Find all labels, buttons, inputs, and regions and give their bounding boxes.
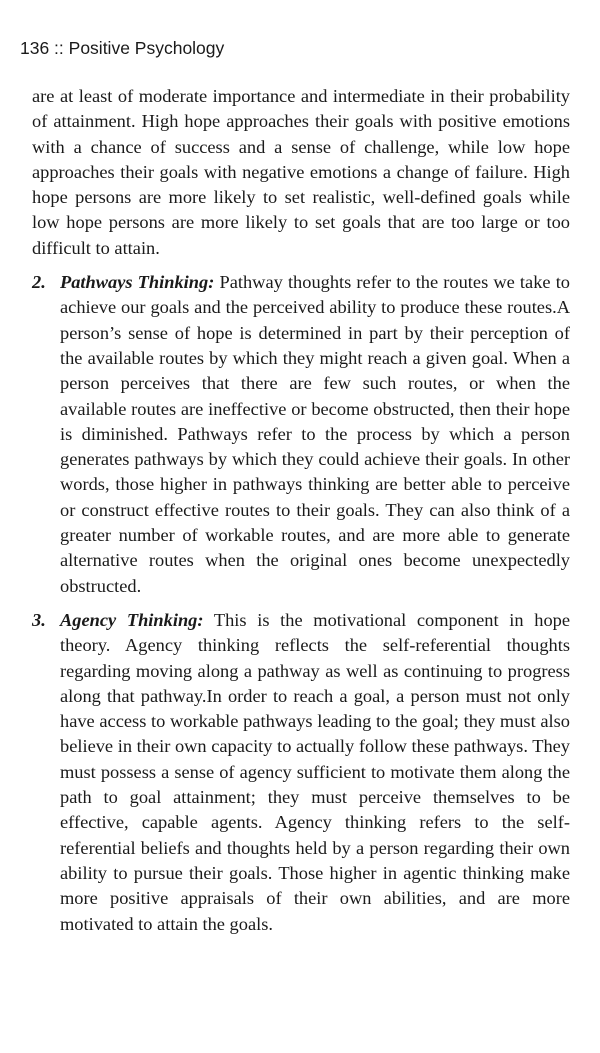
list-item-agency-thinking	[32, 608, 570, 937]
continuation-paragraph: are at least of moderate importance and intermediate in their probability of attainment. High hope approaches their goals with positive emotions with a chance of success and a sense of challenge, while low hope approaches their goals with negative emotions a change of failure. High hope persons are more likely to set realistic, well-defined goals while low hope persons are more likely to set goals that are too large or too difficult to attain.	[32, 86, 570, 258]
list-item-pathways-thinking	[32, 270, 570, 599]
item-body	[60, 270, 570, 599]
item-term: Pathways Thinking:	[60, 272, 215, 293]
running-head: 136 :: Positive Psychology	[20, 38, 225, 58]
page-body	[32, 84, 570, 937]
item-number: 2.	[32, 272, 46, 293]
item-body	[60, 608, 570, 937]
item-term: Agency Thinking:	[60, 609, 204, 630]
item-text: This is the motivational component in hope theory. Agency thinking reflects the self-referential thoughts regarding moving along a pathway as well as continuing to progress along that pathway.In order to reach a goal, a person must not only have access to workable pathways leading to the goal; they must also believe in their own capacity to actually follow these pathways. They must possess a sense of agency sufficient to motivate them along the path to goal attainment; they must perceive themselves to be effective, capable agents. Agency thinking refers to the self-referential beliefs and thoughts held by a person regarding their own ability to pursue their goals. Those higher in agentic thinking make more positive appraisals of their own abilities, and are more motivated to attain the goals.	[60, 609, 570, 934]
item-number: 3.	[32, 609, 46, 630]
item-text: Pathway thoughts refer to the routes we take to achieve our goals and the perceived ability to produce these routes.A person’s sense of hope is determined in part by their perception of the available routes by which they might reach a given goal. When a person perceives that there are few such routes, or when the available routes are ineffective or become obstructed, then their hope is diminished. Pathways refer to the process by which a person generates pathways by which they could achieve their goals. In other words, those higher in pathways thinking are better able to perceive or construct effective routes to their goals. They can also think of a greater number of workable routes, and are more able to generate alternative routes when the original ones become unexpectedly obstructed.	[60, 272, 570, 596]
